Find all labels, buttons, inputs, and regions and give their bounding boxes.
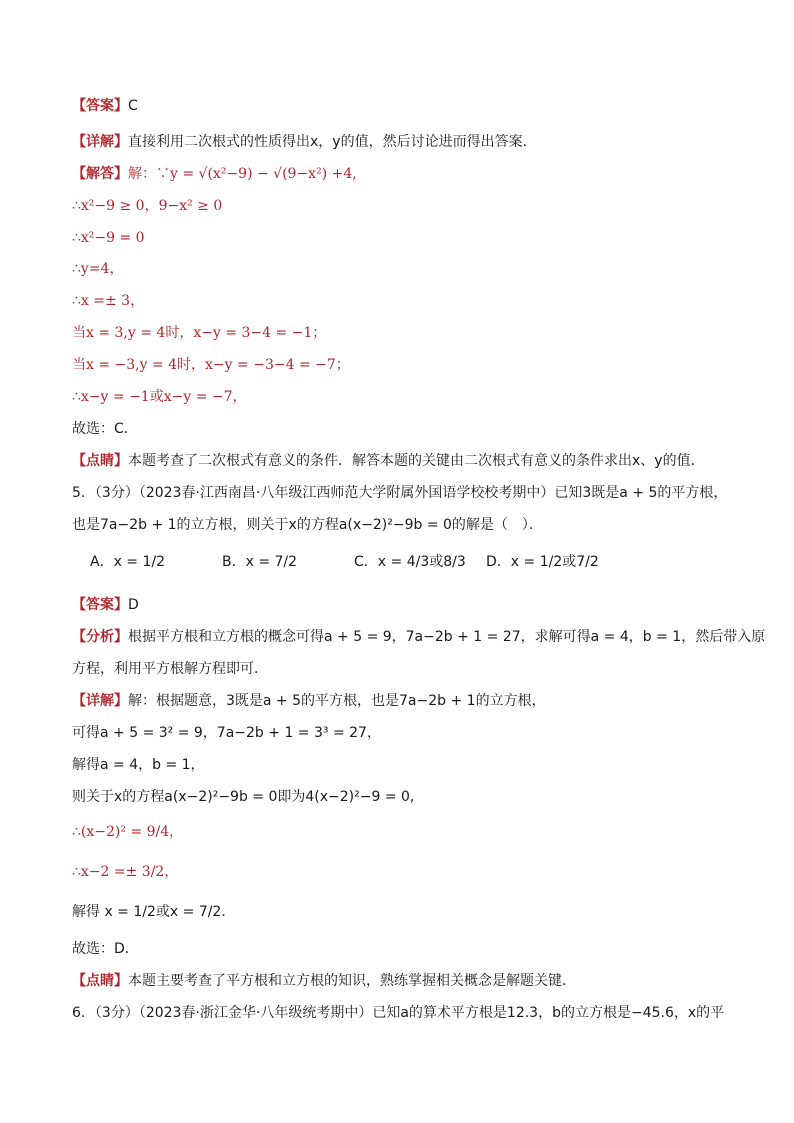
q6-stem-line1: 6．（3分）（2023春·浙江金华·八年级统考期中）已知a的算术平方根是12.3，b的立方根是−45.6，x的平 [72, 1005, 725, 1021]
answer-tag: 【答案】 [72, 98, 128, 114]
q4-solve: 【解答】解：∵y = √(x²−9) − √(9−x²) +4, [72, 166, 357, 182]
comment-tag: 【点睛】 [72, 973, 128, 989]
q4-step: 故选：C． [72, 421, 138, 437]
option-d[interactable]: D．x = 1/2或7/2 [486, 554, 599, 570]
detail-tag: 【详解】 [72, 693, 128, 709]
q5-step: 故选：D． [72, 941, 139, 957]
solve-tag: 【解答】 [72, 166, 128, 182]
q5-stem-line1: 5．（3分）（2023春·江西南昌·八年级江西师范大学附属外国语学校校考期中）已知3既是a + 5的平方根， [72, 485, 728, 501]
q4-step: 当x = 3,y = 4时，x−y = 3−4 = −1； [72, 325, 327, 341]
comment-tag: 【点睛】 [72, 453, 128, 469]
q5-step: 解得 x = 1/2或x = 7/2． [72, 904, 236, 920]
q4-step: 当x = −3,y = 4时，x−y = −3−4 = −7； [72, 357, 350, 373]
q4-step: ∴x²−9 = 0 [72, 230, 145, 246]
q5-stem-line2: 也是7a−2b + 1的立方根，则关于x的方程a(x−2)²−9b = 0的解是（ ）． [72, 517, 543, 533]
q5-options [72, 552, 618, 572]
answer-tag: 【答案】 [72, 597, 128, 613]
q5-step: ∴(x−2)² = 9/4， [72, 824, 184, 840]
q4-step: ∴y=4， [72, 261, 124, 277]
q4-answer: 【答案】C [72, 98, 138, 114]
option-a[interactable]: A．x = 1/2 [90, 554, 166, 570]
option-b[interactable]: B．x = 7/2 [222, 554, 298, 570]
q5-comment: 【点睛】本题主要考查了平方根和立方根的知识，熟练掌握相关概念是解题关键． [72, 973, 576, 989]
q5-step: ∴x−2 =± 3/2， [72, 864, 179, 880]
q5-analysis-line1: 【分析】根据平方根和立方根的概念可得a + 5 = 9，7a−2b + 1 = 27，求解可得a = 4，b = 1，然后带入原 [72, 629, 766, 645]
q5-analysis-line2: 方程，利用平方根解方程即可． [72, 661, 268, 677]
q4-comment: 【点睛】本题考查了二次根式有意义的条件．解答本题的关键由二次根式有意义的条件求出x、y的值． [72, 453, 705, 469]
q4-step: ∴x =± 3， [72, 293, 145, 309]
detail-tag: 【详解】 [72, 134, 128, 150]
q5-answer: 【答案】D [72, 597, 139, 613]
q4-detail: 【详解】直接利用二次根式的性质得出x，y的值，然后讨论进而得出答案． [72, 134, 537, 150]
option-c[interactable]: C．x = 4/3或8/3 [354, 554, 466, 570]
q5-step: 可得a + 5 = 3² = 9，7a−2b + 1 = 3³ = 27， [72, 725, 381, 741]
q5-step: 则关于x的方程a(x−2)²−9b = 0即为4(x−2)²−9 = 0, [72, 789, 415, 805]
q5-step: 解得a = 4，b = 1， [72, 757, 205, 773]
q5-detail: 【详解】解：根据题意，3既是a + 5的平方根，也是7a−2b + 1的立方根， [72, 693, 546, 709]
q4-step: ∴x²−9 ≥ 0，9−x² ≥ 0 [72, 198, 223, 214]
analysis-tag: 【分析】 [72, 629, 128, 645]
q4-step: ∴x−y = −1或x−y = −7， [72, 389, 247, 405]
